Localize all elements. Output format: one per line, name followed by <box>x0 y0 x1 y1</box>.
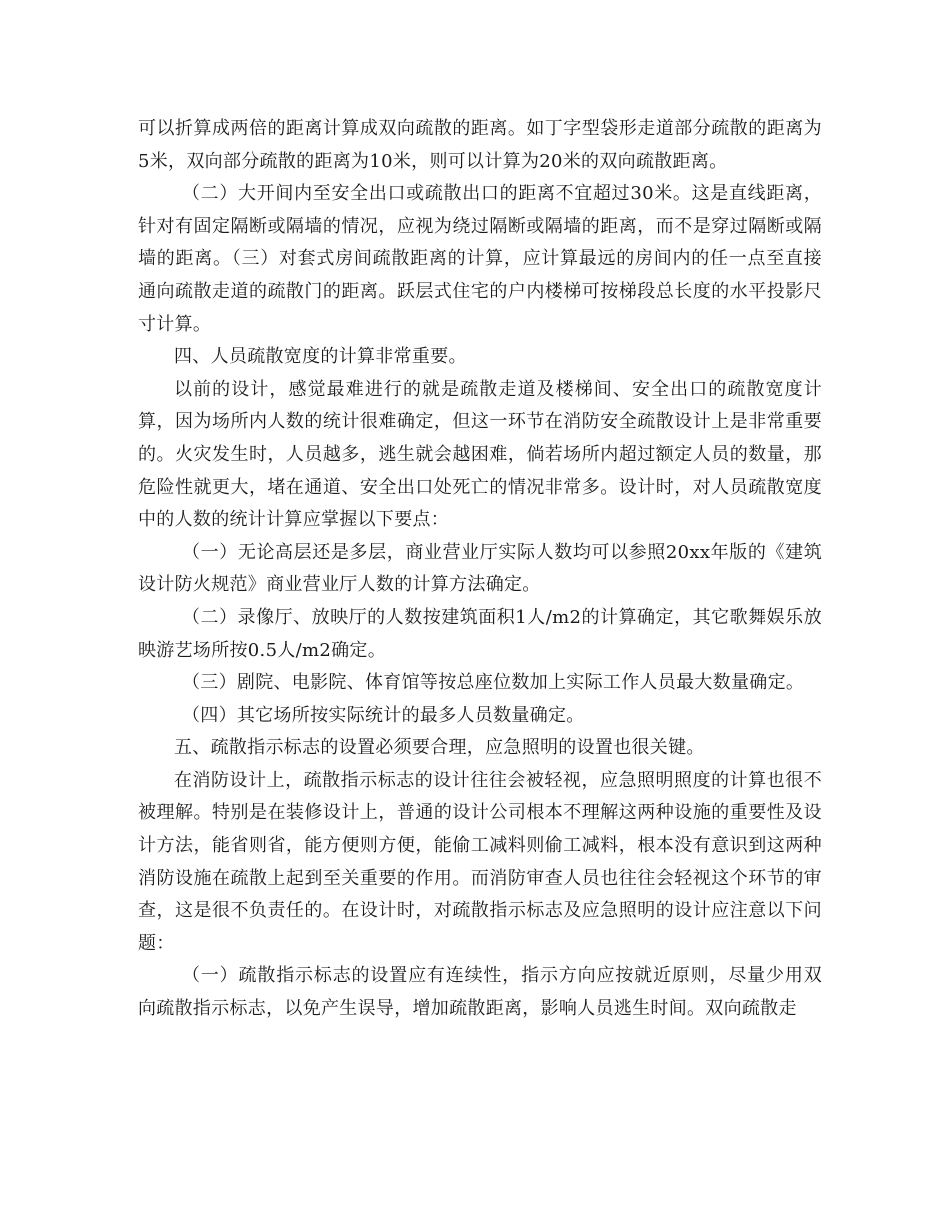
paragraph-body: 在消防设计上，疏散指示标志的设计往往会被轻视，应急照明照度的计算也很不被理解。特别是在装修设计上，普通的设计公司根本不理解这两种设施的重要性及设计方法，能省则省，能方便则方便，能偷工减料则偷工减料，根本没有意识到这两种消防设施在疏散上起到至关重要的作用。而消防审查人员也往往会轻视这个环节的审查，这是很不负责任的。在设计时，对疏散指示标志及应急照明的设计应注意以下问题： <box>138 769 822 954</box>
paragraph-continuation: 可以折算成两倍的距离计算成双向疏散的距离。如丁字型袋形走道部分疏散的距离为5米，双向部分疏散的距离为10米，则可以计算为20米的双向疏散距离。 <box>138 118 822 172</box>
list-item-1: （一）无论高层还是多层，商业营业厅实际人数均可以参照20xx年版的《建筑设计防火规范》商业营业厅人数的计算方法确定。 <box>138 541 822 596</box>
document-body <box>138 113 822 1026</box>
list-item-1: （一）疏散指示标志的设置应有连续性，指示方向应按就近原则，尽量少用双向疏散指示标志，以免产生误导，增加疏散距离，影响人员逃生时间。双向疏散走 <box>138 965 822 1020</box>
paragraph-body: 以前的设计，感觉最难进行的就是疏散走道及楼梯间、安全出口的疏散宽度计算，因为场所内人数的统计很难确定，但这一环节在消防安全疏散设计上是非常重要的。火灾发生时，人员越多，逃生就会越困难，倘若场所内超过额定人员的数量，那危险性就更大，堵在通道、安全出口处死亡的情况非常多。设计时，对人员疏散宽度中的人数的统计计算应掌握以下要点： <box>138 378 822 531</box>
list-item-4: （四）其它场所按实际统计的最多人员数量确定。 <box>182 704 585 726</box>
paragraph-item-2: （二）大开间内至安全出口或疏散出口的距离不宜超过30米。这是直线距离，针对有固定隔断或隔墙的情况，应视为绕过隔断或隔墙的距离，而不是穿过隔断或隔墙的距离。（三）对套式房间疏散距离的计算，应计算最远的房间内的任一点至直接通向疏散走道的疏散门的距离。跃层式住宅的户内楼梯可按梯段总长度的水平投影尺寸计算。 <box>138 183 822 335</box>
section-heading-5: 五、疏散指示标志的设置必须要合理，应急照明的设置也很关键。 <box>174 737 705 759</box>
section-heading-4: 四、人员疏散宽度的计算非常重要。 <box>174 346 467 368</box>
list-item-3: （三）剧院、电影院、体育馆等按总座位数加上实际工作人员最大数量确定。 <box>182 672 805 694</box>
list-item-2: （二）录像厅、放映厅的人数按建筑面积1人/m2的计算确定，其它歌舞娱乐放映游艺场所按0.5人/m2确定。 <box>138 606 822 661</box>
